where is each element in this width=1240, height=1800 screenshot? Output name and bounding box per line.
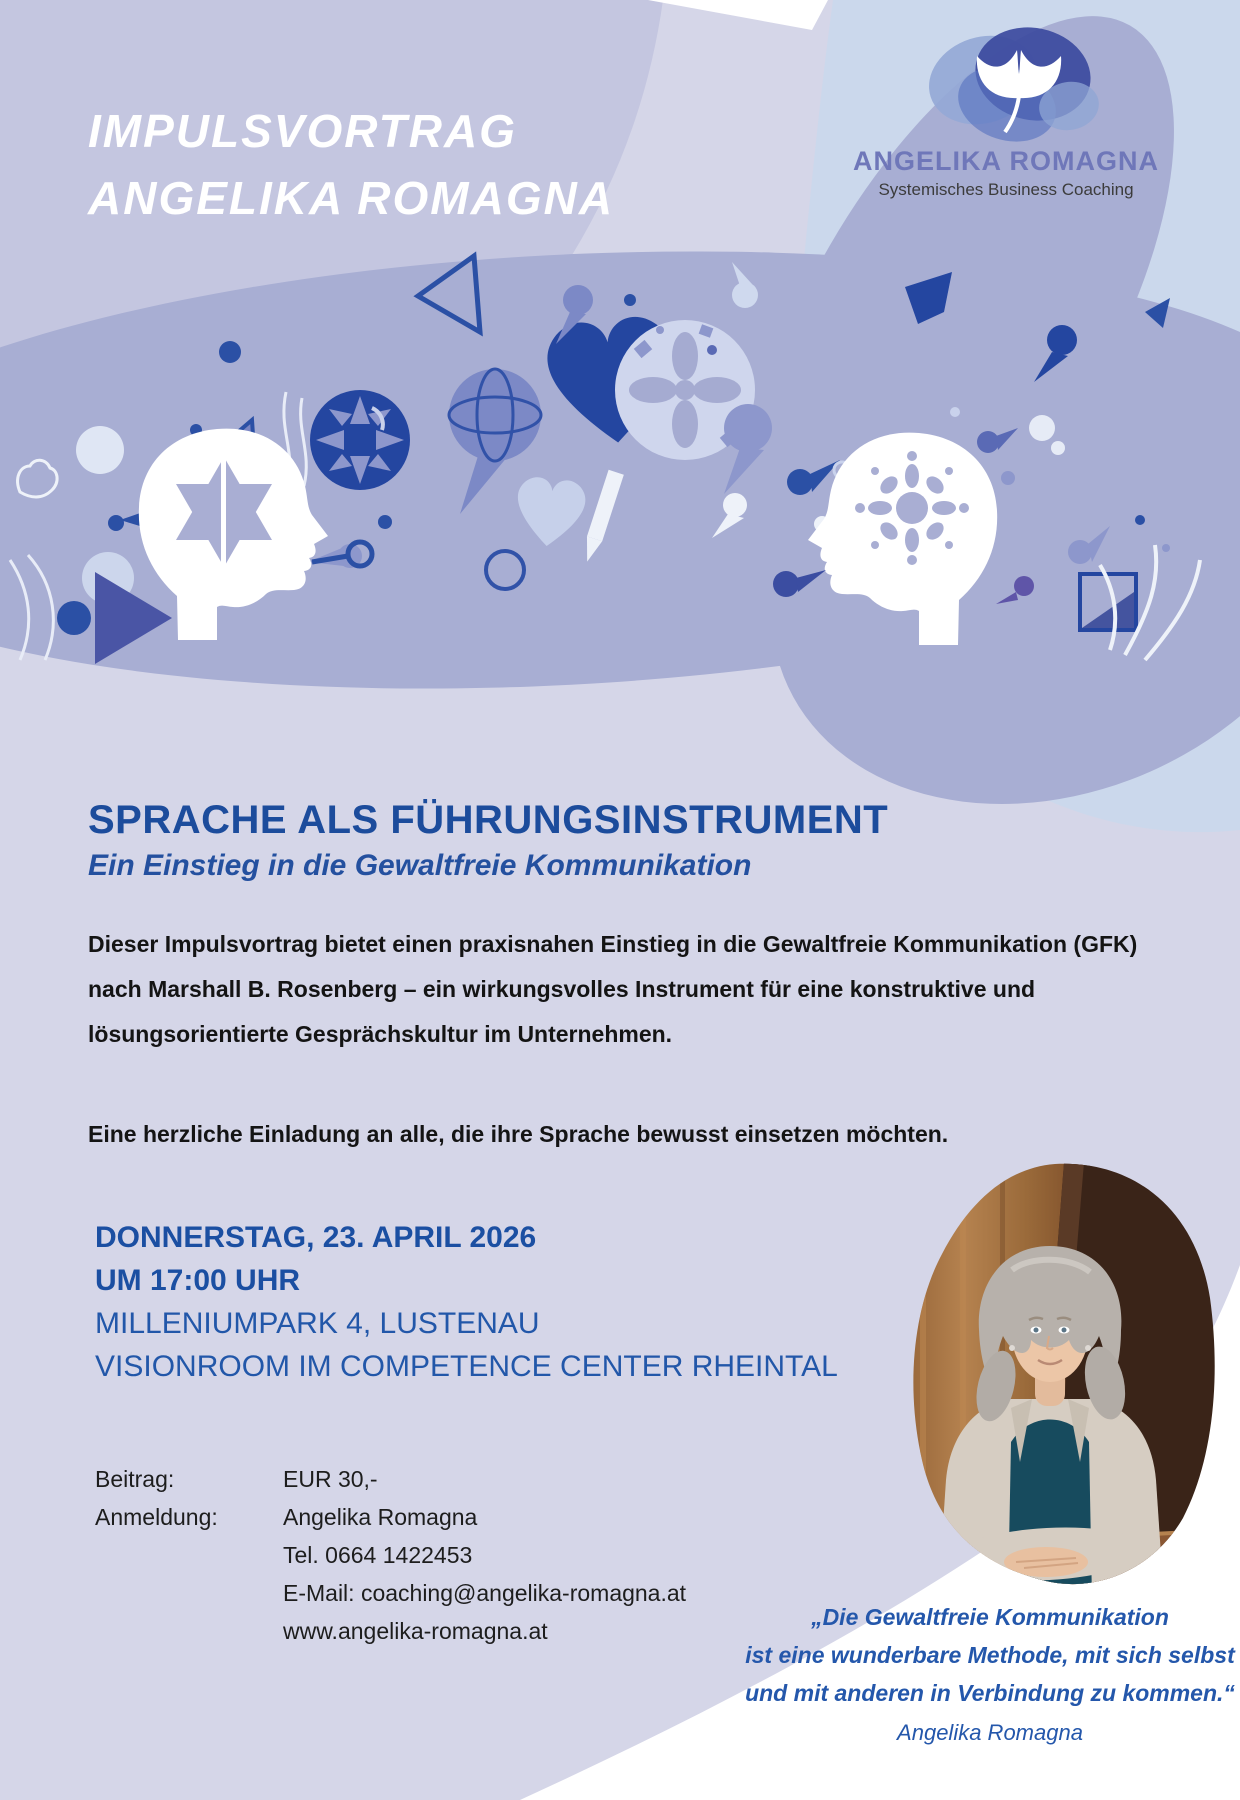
intro-line: lösungsorientierte Gesprächskultur im Unternehmen.	[88, 1021, 673, 1047]
contact-email: E-Mail: coaching@angelika-romagna.at	[283, 1580, 687, 1606]
headline-subtitle: Ein Einstieg in die Gewaltfreie Kommunikation	[88, 849, 752, 882]
details-block	[95, 1460, 686, 1650]
intro-line: Dieser Impulsvortrag bietet einen praxisnahen Einstieg in die Gewaltfreie Kommunikation (GFK)	[88, 931, 1138, 957]
quote-attribution: Angelika Romagna	[897, 1720, 1083, 1745]
phone-row	[95, 1536, 686, 1574]
logo	[848, 20, 1164, 200]
pinwheel-circle	[310, 390, 410, 490]
quote-line: ist eine wunderbare Methode, mit sich selbst	[745, 1642, 1235, 1668]
quote-line: und mit anderen in Verbindung zu kommen.“	[745, 1680, 1235, 1706]
event-date: DONNERSTAG, 23. APRIL 2026	[95, 1221, 537, 1254]
ginkgo-logo-icon	[891, 20, 1121, 144]
event-time: UM 17:00 UHR	[95, 1264, 301, 1297]
fee-row	[95, 1460, 686, 1498]
headline-title: SPRACHE ALS FÜHRUNGSINSTRUMENT	[88, 798, 889, 842]
fee-label: Beitrag:	[95, 1466, 175, 1492]
quote-line: „Die Gewaltfreie Kommunikation	[811, 1604, 1169, 1630]
page-title	[88, 98, 614, 232]
contact-website: www.angelika-romagna.at	[283, 1618, 548, 1644]
quote-block	[690, 1598, 1240, 1752]
intro-paragraph-1	[88, 922, 1137, 1057]
event-info	[95, 1216, 838, 1388]
logo-name: ANGELIKA ROMAGNA	[853, 146, 1159, 176]
website-row	[95, 1612, 686, 1650]
page-title-line-2: ANGELIKA ROMAGNA	[88, 172, 615, 224]
registration-row	[95, 1498, 686, 1536]
intro-paragraph-2: Eine herzliche Einladung an alle, die ihre Sprache bewusst einsetzen möchten.	[88, 1121, 949, 1147]
registration-label: Anmeldung:	[95, 1504, 218, 1530]
page-title-line-1: IMPULSVORTRAG	[88, 105, 517, 157]
intro-line: nach Marshall B. Rosenberg – ein wirkungsvolles Instrument für eine konstruktive und	[88, 976, 1036, 1002]
email-row	[95, 1574, 686, 1612]
fee-value: EUR 30,-	[283, 1466, 378, 1492]
contact-name: Angelika Romagna	[283, 1504, 478, 1530]
logo-tagline: Systemisches Business Coaching	[878, 180, 1134, 199]
event-location: MILLENIUMPARK 4, LUSTENAU	[95, 1307, 540, 1340]
event-venue: VISIONROOM IM COMPETENCE CENTER RHEINTAL	[95, 1350, 838, 1383]
contact-phone: Tel. 0664 1422453	[283, 1542, 473, 1568]
